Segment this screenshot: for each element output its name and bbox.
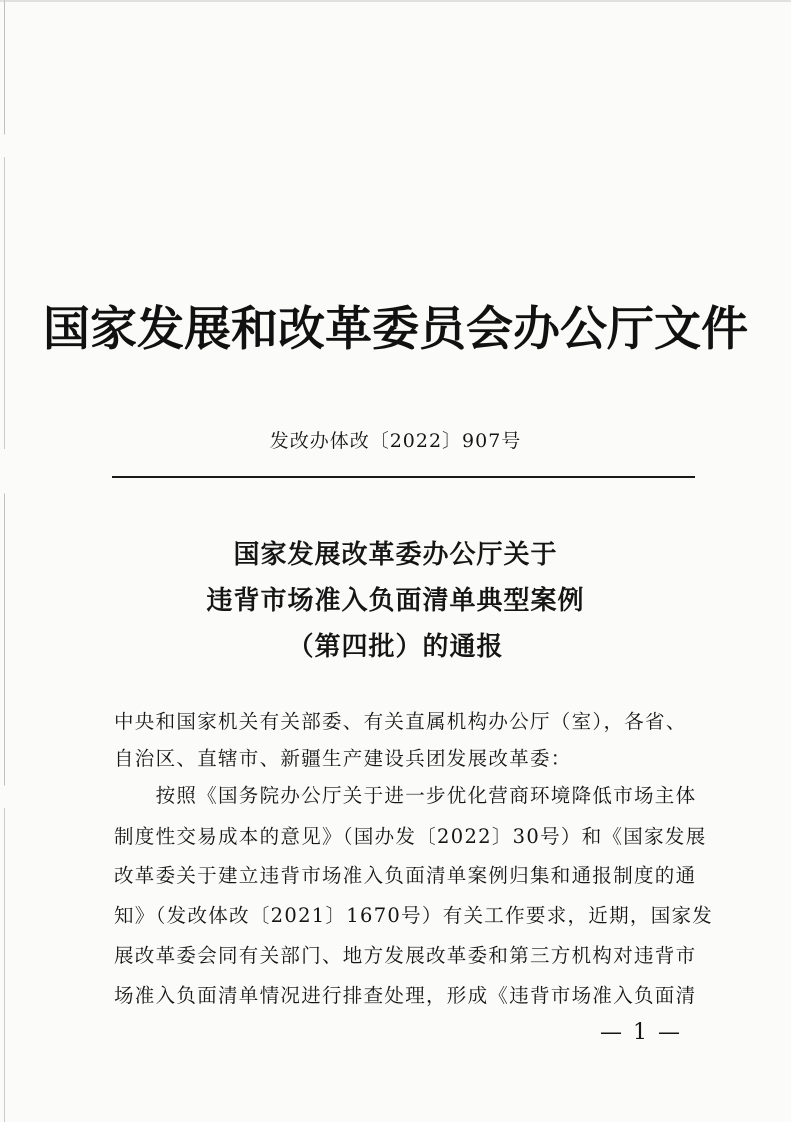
- body-line: 改革委关于建立违背市场准入负面清单案例归集和通报制度的通: [114, 864, 697, 887]
- body-line: 场准入负面清单情况进行排查处理，形成《违背市场准入负面清: [114, 984, 697, 1007]
- scan-edge-top: [0, 0, 791, 2]
- header-rule: [112, 476, 695, 478]
- page-number: — 1 —: [600, 1020, 682, 1045]
- title-line-3: （第四批）的通报: [287, 632, 504, 662]
- issuer-header: 国家发展和改革委员会办公厅文件: [43, 302, 748, 357]
- body-line: 按照《国务院办公厅关于进一步优化营商环境降低市场主体: [114, 784, 697, 807]
- title-line-1: 国家发展改革委办公厅关于: [233, 540, 558, 570]
- body-line: 展改革委会同有关部门、地方发展改革委和第三方机构对违背市: [114, 944, 697, 967]
- body-line: 中央和国家机关有关部委、有关直属机构办公厅（室），各省、: [114, 710, 687, 733]
- document-number: 发改办体改〔2022〕907号: [269, 430, 522, 452]
- body-line: 自治区、直辖市、新疆生产建设兵团发展改革委：: [114, 747, 572, 770]
- title-line-2: 违背市场准入负面清单典型案例: [206, 586, 585, 616]
- body-line: 知》（发改体改〔2021〕1670号）有关工作要求，近期，国家发: [114, 904, 714, 927]
- body-line: 制度性交易成本的意见》（国办发〔2022〕30号）和《国家发展: [114, 825, 707, 848]
